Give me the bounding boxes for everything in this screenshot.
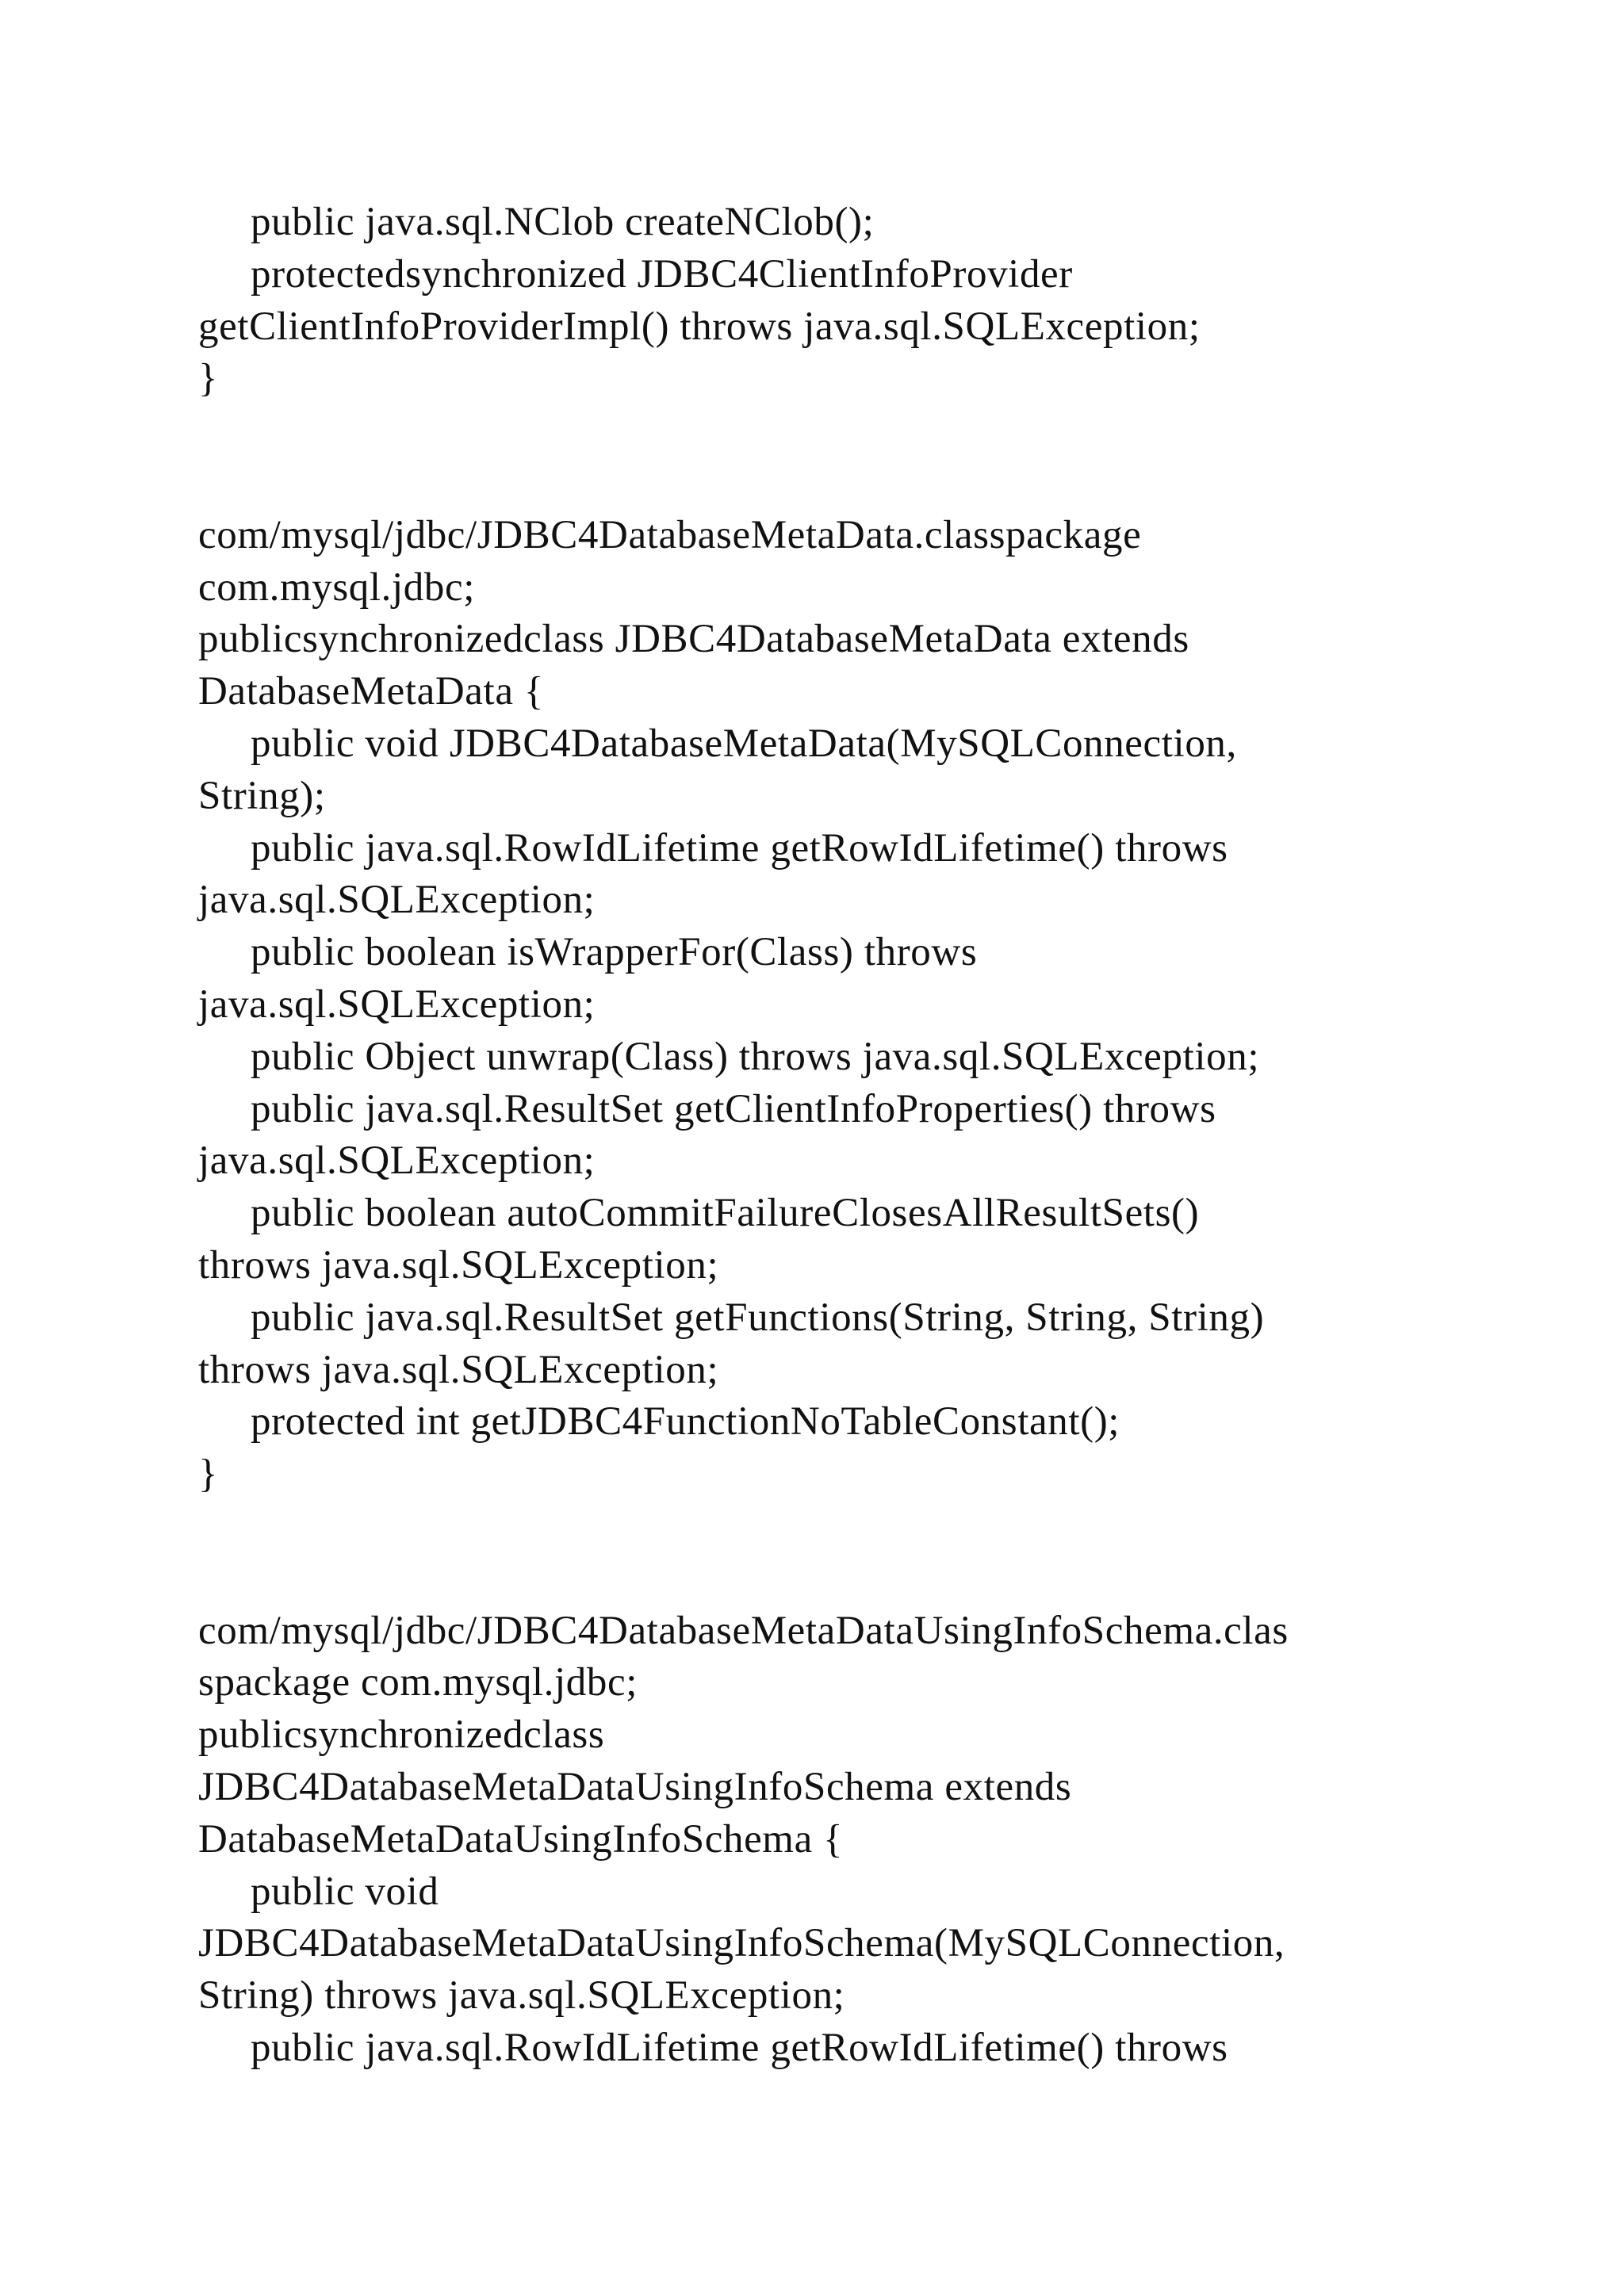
code-line: com/mysql/jdbc/JDBC4DatabaseMetaData.classpackage (198, 512, 1142, 557)
code-line: public java.sql.ResultSet getFunctions(String, String, String) (251, 1295, 1265, 1340)
code-line: java.sql.SQLException; (198, 982, 596, 1027)
code-line: getClientInfoProviderImpl() throws java.sql.SQLException; (198, 304, 1201, 349)
code-line: public boolean autoCommitFailureClosesAllResultSets() (251, 1191, 1200, 1236)
code-line: public java.sql.RowIdLifetime getRowIdLifetime() throws (251, 2025, 1228, 2070)
code-line: protected int getJDBC4FunctionNoTableConstant(); (251, 1399, 1120, 1445)
code-line: public java.sql.NClob createNClob(); (251, 200, 875, 244)
code-line: publicsynchronizedclass JDBC4DatabaseMetaData extends (198, 617, 1189, 662)
code-line: throws java.sql.SQLException; (198, 1242, 719, 1288)
code-line: public void (251, 1869, 439, 1914)
blank-line (198, 1553, 1499, 1605)
code-line: protectedsynchronized JDBC4ClientInfoProvider (251, 251, 1073, 297)
code-line: JDBC4DatabaseMetaDataUsingInfoSchema(MySQLConnection, (198, 1921, 1285, 1966)
code-line: public boolean isWrapperFor(Class) throws (251, 930, 978, 975)
code-line: com/mysql/jdbc/JDBC4DatabaseMetaDataUsingInfoSchema.clas (198, 1608, 1289, 1653)
code-line: public void JDBC4DatabaseMetaData(MySQLConnection, (251, 721, 1237, 766)
code-line: } (198, 356, 219, 401)
code-line: String) throws java.sql.SQLException; (198, 1973, 845, 2019)
code-line: java.sql.SQLException; (198, 878, 596, 923)
code-line: publicsynchronizedclass (198, 1712, 605, 1758)
code-line: public Object unwrap(Class) throws java.sql.SQLException; (251, 1034, 1260, 1079)
code-line: com.mysql.jdbc; (198, 564, 475, 610)
code-line: DatabaseMetaDataUsingInfoSchema { (198, 1816, 844, 1862)
code-line: throws java.sql.SQLException; (198, 1347, 719, 1392)
code-line: String); (198, 773, 326, 818)
code-line: JDBC4DatabaseMetaDataUsingInfoSchema extends (198, 1764, 1072, 1809)
code-line: java.sql.SQLException; (198, 1138, 596, 1184)
code-listing (198, 197, 1499, 2075)
blank-line (198, 1501, 1499, 1553)
blank-line (198, 405, 1499, 457)
code-line: public java.sql.ResultSet getClientInfoProperties() throws (251, 1086, 1216, 1131)
code-line: DatabaseMetaData { (198, 669, 544, 714)
blank-line (198, 457, 1499, 510)
code-line: spackage com.mysql.jdbc; (198, 1660, 638, 1705)
code-line: } (198, 1452, 219, 1497)
code-line: public java.sql.RowIdLifetime getRowIdLifetime() throws (251, 825, 1228, 871)
